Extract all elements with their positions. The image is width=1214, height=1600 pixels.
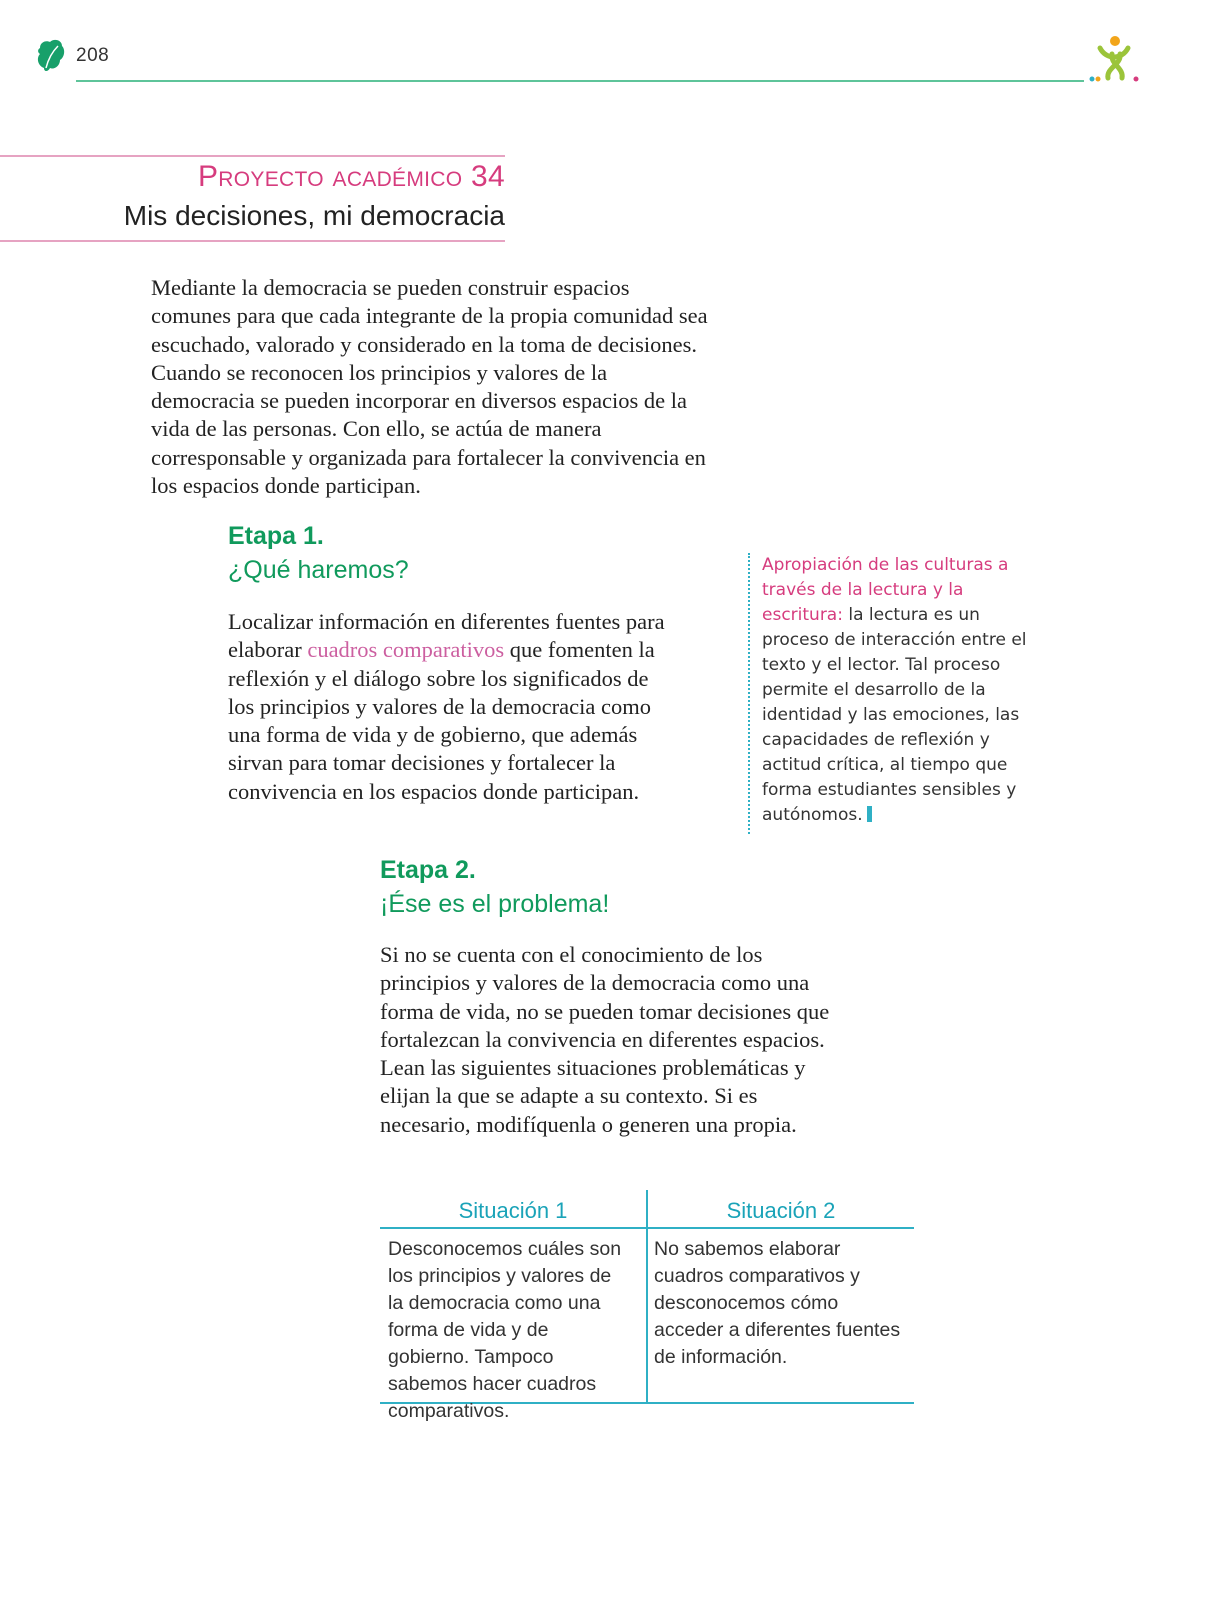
intro-paragraph: Mediante la democracia se pueden construir espacios comunes para que cada integrante de la propia comunidad sea escuchado, valorado y considerado en la toma de decisiones. Cuando se reconocen los principios y valores de la democracia se pueden incorporar en diversos espacios de la vida de las personas. Con ello, se actúa de manera corresponsable y organizada para fortalecer la convivencia en los espacios donde participan. <box>151 275 708 499</box>
green-leaf-icon <box>36 38 66 74</box>
stage1-text-before: Localizar información en diferentes fuentes para elaborar <box>228 609 665 663</box>
sidebar-note <box>748 553 1047 834</box>
title-bottom-rule <box>0 240 505 242</box>
project-title: Mis decisiones, mi democracia <box>123 200 505 231</box>
stage1-heading: Etapa 1. <box>228 522 324 550</box>
end-marker-icon <box>867 806 872 822</box>
header-rule <box>76 80 1084 82</box>
figure-logo-icon <box>1086 34 1144 86</box>
glossary-link[interactable]: cuadros comparativos <box>307 637 505 663</box>
stage2-subheading: ¡Ése es el problema! <box>380 890 610 918</box>
stage1-paragraph <box>228 608 668 806</box>
stage2-heading: Etapa 2. <box>380 856 476 884</box>
sidebar-highlight: Apropiación de las culturas a través de la lectura y la escritura: <box>762 555 1009 625</box>
stage1-subheading: ¿Qué haremos? <box>228 556 409 584</box>
table-header-rule <box>380 1227 914 1229</box>
title-top-rule <box>0 155 505 157</box>
situation-1-title: Situación 1 <box>458 1198 568 1223</box>
situation-1-text: Desconocemos cuáles son los principios y valores de la democracia como una forma de vida y de gobierno. Tampoco sabemos hacer cuadros comparativos. <box>388 1238 622 1422</box>
stage1-text-after: que fomenten la reflexión y el diálogo sobre los significados de los principios y valores de la democracia como una forma de vida y de gobierno, que además sirvan para tomar decisiones y fortalecer la convivencia en los espacios donde participan. <box>228 637 655 804</box>
situation-2-title: Situación 2 <box>726 1198 836 1223</box>
sidebar-text: la lectura es un proceso de interacción entre el texto y el lector. Tal proceso permite el desarrollo de la identidad y las emociones, las capacidades de reflexión y actitud crítica, al tiempo que forma estudiantes sensibles y autónomos. <box>762 605 1027 825</box>
stage2-paragraph: Si no se cuenta con el conocimiento de los principios y valores de la democracia como una forma de vida, no se pueden tomar decisiones que fortalezcan la convivencia en diferentes espacios. Lean las siguientes situaciones problemáticas y elijan la que se adapte a su contexto. Si es necesario, modifíquenla o generen una propia. <box>380 942 830 1137</box>
project-label: Proyecto académico 34 <box>198 160 505 193</box>
page-number: 208 <box>76 45 110 66</box>
situation-2-text: No sabemos elaborar cuadros comparativos y desconocemos cómo acceder a diferentes fuentes de información. <box>654 1238 901 1368</box>
